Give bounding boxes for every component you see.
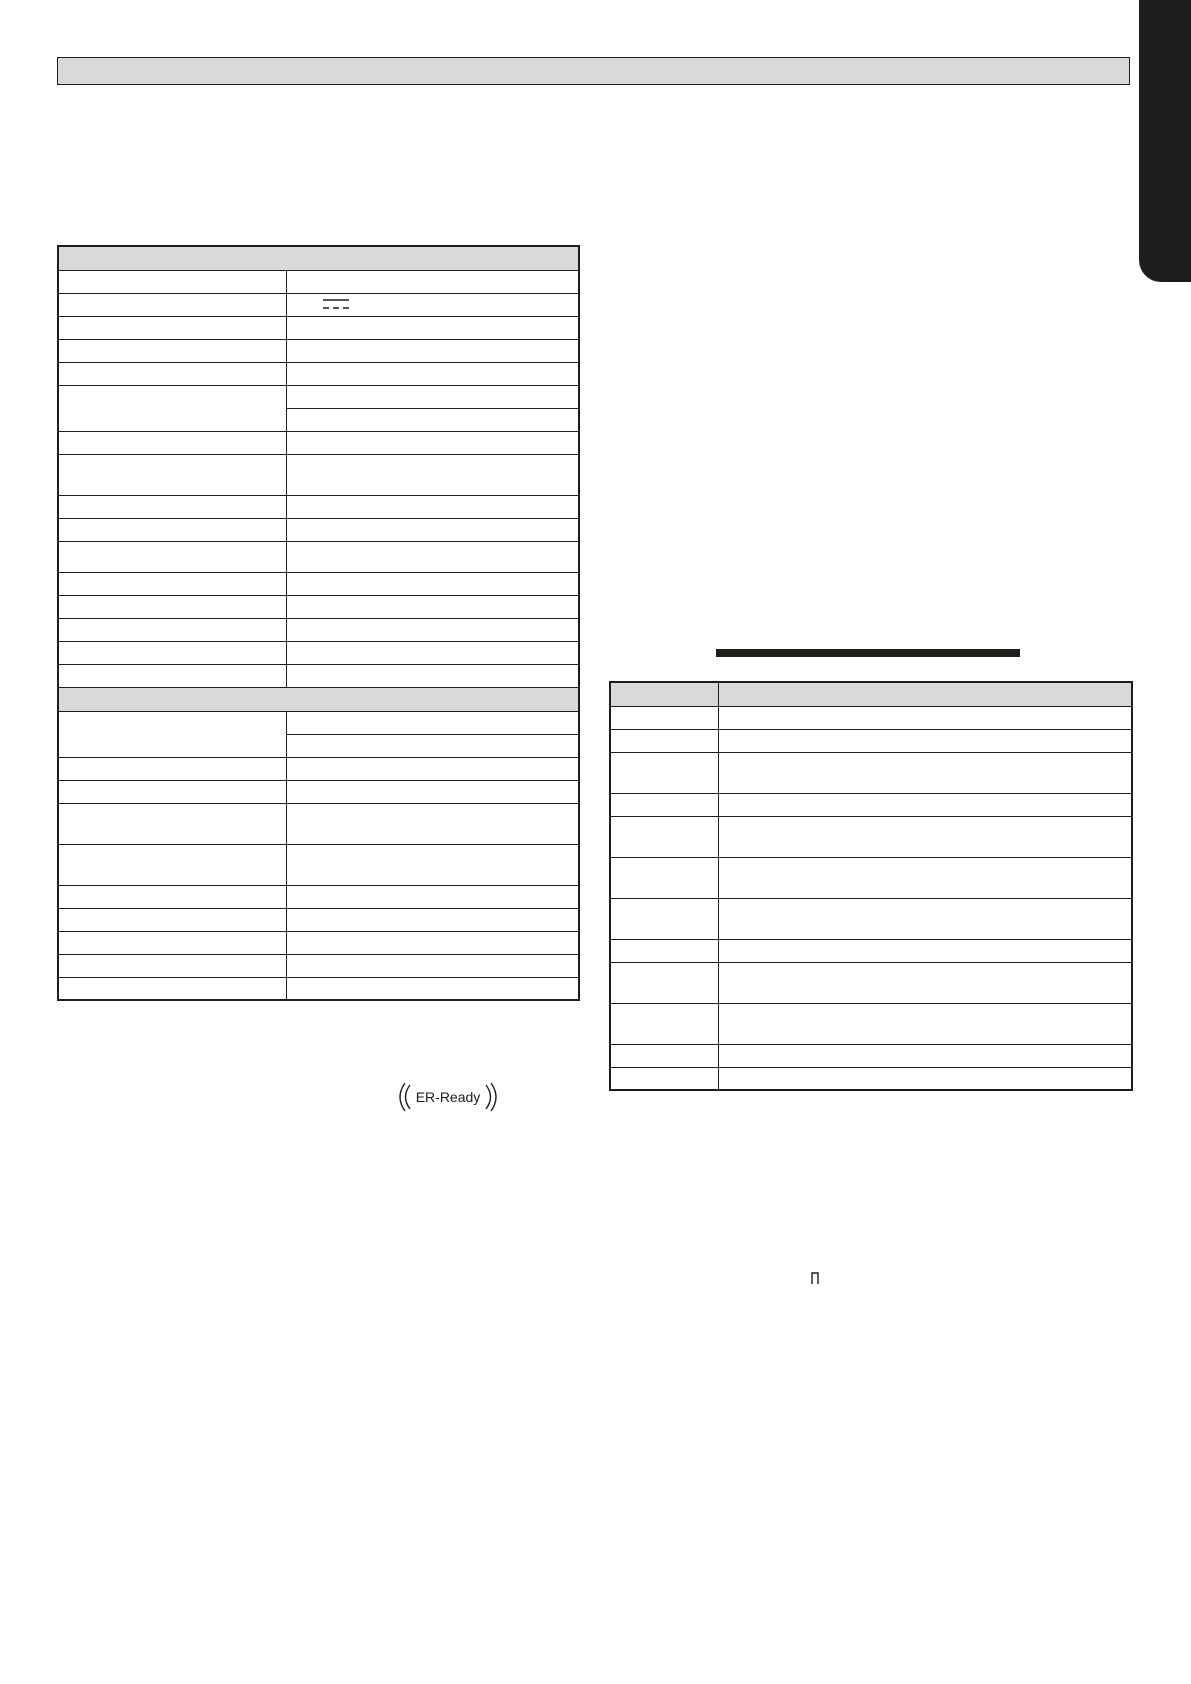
- row-key: [610, 898, 718, 939]
- table-row: [58, 293, 579, 316]
- spec-value: [286, 711, 579, 734]
- spec-table: [57, 245, 580, 1001]
- column-header: [718, 682, 1132, 706]
- spec-label: [58, 495, 286, 518]
- spec-value: [286, 618, 579, 641]
- table-row: [58, 595, 579, 618]
- spec-label: [58, 454, 286, 495]
- spec-label: [58, 518, 286, 541]
- spec-label: [58, 293, 286, 316]
- spec-label: [58, 780, 286, 803]
- spec-value: [286, 664, 579, 687]
- row-key: [610, 793, 718, 816]
- side-tab[interactable]: [1139, 0, 1191, 282]
- table-row: [58, 431, 579, 454]
- table-row: [610, 1067, 1132, 1090]
- row-key: [610, 939, 718, 962]
- table-row: [58, 641, 579, 664]
- table-row: [58, 803, 579, 844]
- spec-label: [58, 711, 286, 757]
- dc-current-icon: [323, 299, 349, 311]
- reference-table: [609, 681, 1133, 1091]
- header-bar: [57, 57, 1130, 85]
- section-divider-bar: [716, 649, 1020, 657]
- spec-value: [286, 541, 579, 572]
- table-row: [58, 385, 579, 408]
- table-row: [58, 844, 579, 885]
- row-description: [718, 898, 1132, 939]
- table-row: [610, 939, 1132, 962]
- row-key: [610, 1067, 718, 1090]
- row-description: [718, 939, 1132, 962]
- spec-label: [58, 757, 286, 780]
- table-row: [58, 572, 579, 595]
- table-row: [58, 977, 579, 1000]
- table-row: [58, 270, 579, 293]
- er-ready-logo: [397, 1081, 499, 1113]
- column-header: [610, 682, 718, 706]
- section-title: [58, 246, 579, 270]
- table-row: [58, 885, 579, 908]
- spec-value: [286, 316, 579, 339]
- spec-value: [286, 339, 579, 362]
- spec-label: [58, 339, 286, 362]
- table-row: [610, 729, 1132, 752]
- row-description: [718, 729, 1132, 752]
- row-description: [718, 962, 1132, 1003]
- table-row: [610, 793, 1132, 816]
- spec-value: [286, 734, 579, 757]
- row-key: [610, 1003, 718, 1044]
- spec-value: [286, 844, 579, 885]
- spec-label: [58, 954, 286, 977]
- spec-label: [58, 541, 286, 572]
- spec-value: [286, 780, 579, 803]
- spec-label: [58, 844, 286, 885]
- spec-label: [58, 362, 286, 385]
- section-title: [58, 687, 579, 711]
- table-row: [58, 454, 579, 495]
- table-row: [58, 780, 579, 803]
- table-row: [58, 316, 579, 339]
- spec-label: [58, 618, 286, 641]
- spec-value: [286, 803, 579, 844]
- spec-value: [286, 362, 579, 385]
- segment-glyph-icon: [810, 1271, 820, 1285]
- spec-label: [58, 931, 286, 954]
- row-key: [610, 752, 718, 793]
- table-row: [58, 711, 579, 734]
- table-row: [610, 816, 1132, 857]
- spec-label: [58, 270, 286, 293]
- spec-value: [286, 954, 579, 977]
- spec-label: [58, 316, 286, 339]
- table-row: [610, 962, 1132, 1003]
- spec-value: [286, 931, 579, 954]
- spec-value: [286, 908, 579, 931]
- table-row: [610, 752, 1132, 793]
- row-description: [718, 1067, 1132, 1090]
- row-description: [718, 706, 1132, 729]
- table-row: [58, 931, 579, 954]
- er-ready-text: ER-Ready: [415, 1089, 481, 1105]
- spec-value: [286, 572, 579, 595]
- spec-value: [286, 454, 579, 495]
- spec-label: [58, 641, 286, 664]
- spec-label: [58, 664, 286, 687]
- row-description: [718, 1003, 1132, 1044]
- row-description: [718, 1044, 1132, 1067]
- spec-label: [58, 595, 286, 618]
- table-row: [610, 857, 1132, 898]
- spec-value: [286, 495, 579, 518]
- table-row: [58, 618, 579, 641]
- table-row: [58, 541, 579, 572]
- table-row: [58, 495, 579, 518]
- row-key: [610, 962, 718, 1003]
- spec-label: [58, 803, 286, 844]
- table-row: [58, 757, 579, 780]
- spec-label: [58, 431, 286, 454]
- table-row: [58, 908, 579, 931]
- spec-value: [286, 977, 579, 1000]
- spec-value: [286, 408, 579, 431]
- table-row: [610, 1044, 1132, 1067]
- table-header-row: [610, 682, 1132, 706]
- spec-label: [58, 908, 286, 931]
- table-row: [610, 898, 1132, 939]
- row-description: [718, 752, 1132, 793]
- row-description: [718, 816, 1132, 857]
- table-row: [58, 518, 579, 541]
- table-row: [610, 706, 1132, 729]
- spec-value: [286, 431, 579, 454]
- row-key: [610, 816, 718, 857]
- spec-label: [58, 572, 286, 595]
- spec-value: [286, 885, 579, 908]
- table-row: [58, 339, 579, 362]
- row-key: [610, 857, 718, 898]
- spec-label: [58, 885, 286, 908]
- row-description: [718, 857, 1132, 898]
- table-row: [58, 362, 579, 385]
- spec-section-header-2: [58, 687, 579, 711]
- row-key: [610, 729, 718, 752]
- row-key: [610, 706, 718, 729]
- spec-value: [286, 641, 579, 664]
- spec-section-header-1: [58, 246, 579, 270]
- table-row: [58, 664, 579, 687]
- spec-value: [286, 757, 579, 780]
- spec-value: [286, 270, 579, 293]
- spec-value: [286, 595, 579, 618]
- row-description: [718, 793, 1132, 816]
- spec-value: [286, 385, 579, 408]
- spec-value: [286, 518, 579, 541]
- table-row: [610, 1003, 1132, 1044]
- spec-label: [58, 385, 286, 431]
- table-row: [58, 954, 579, 977]
- spec-label: [58, 977, 286, 1000]
- row-key: [610, 1044, 718, 1067]
